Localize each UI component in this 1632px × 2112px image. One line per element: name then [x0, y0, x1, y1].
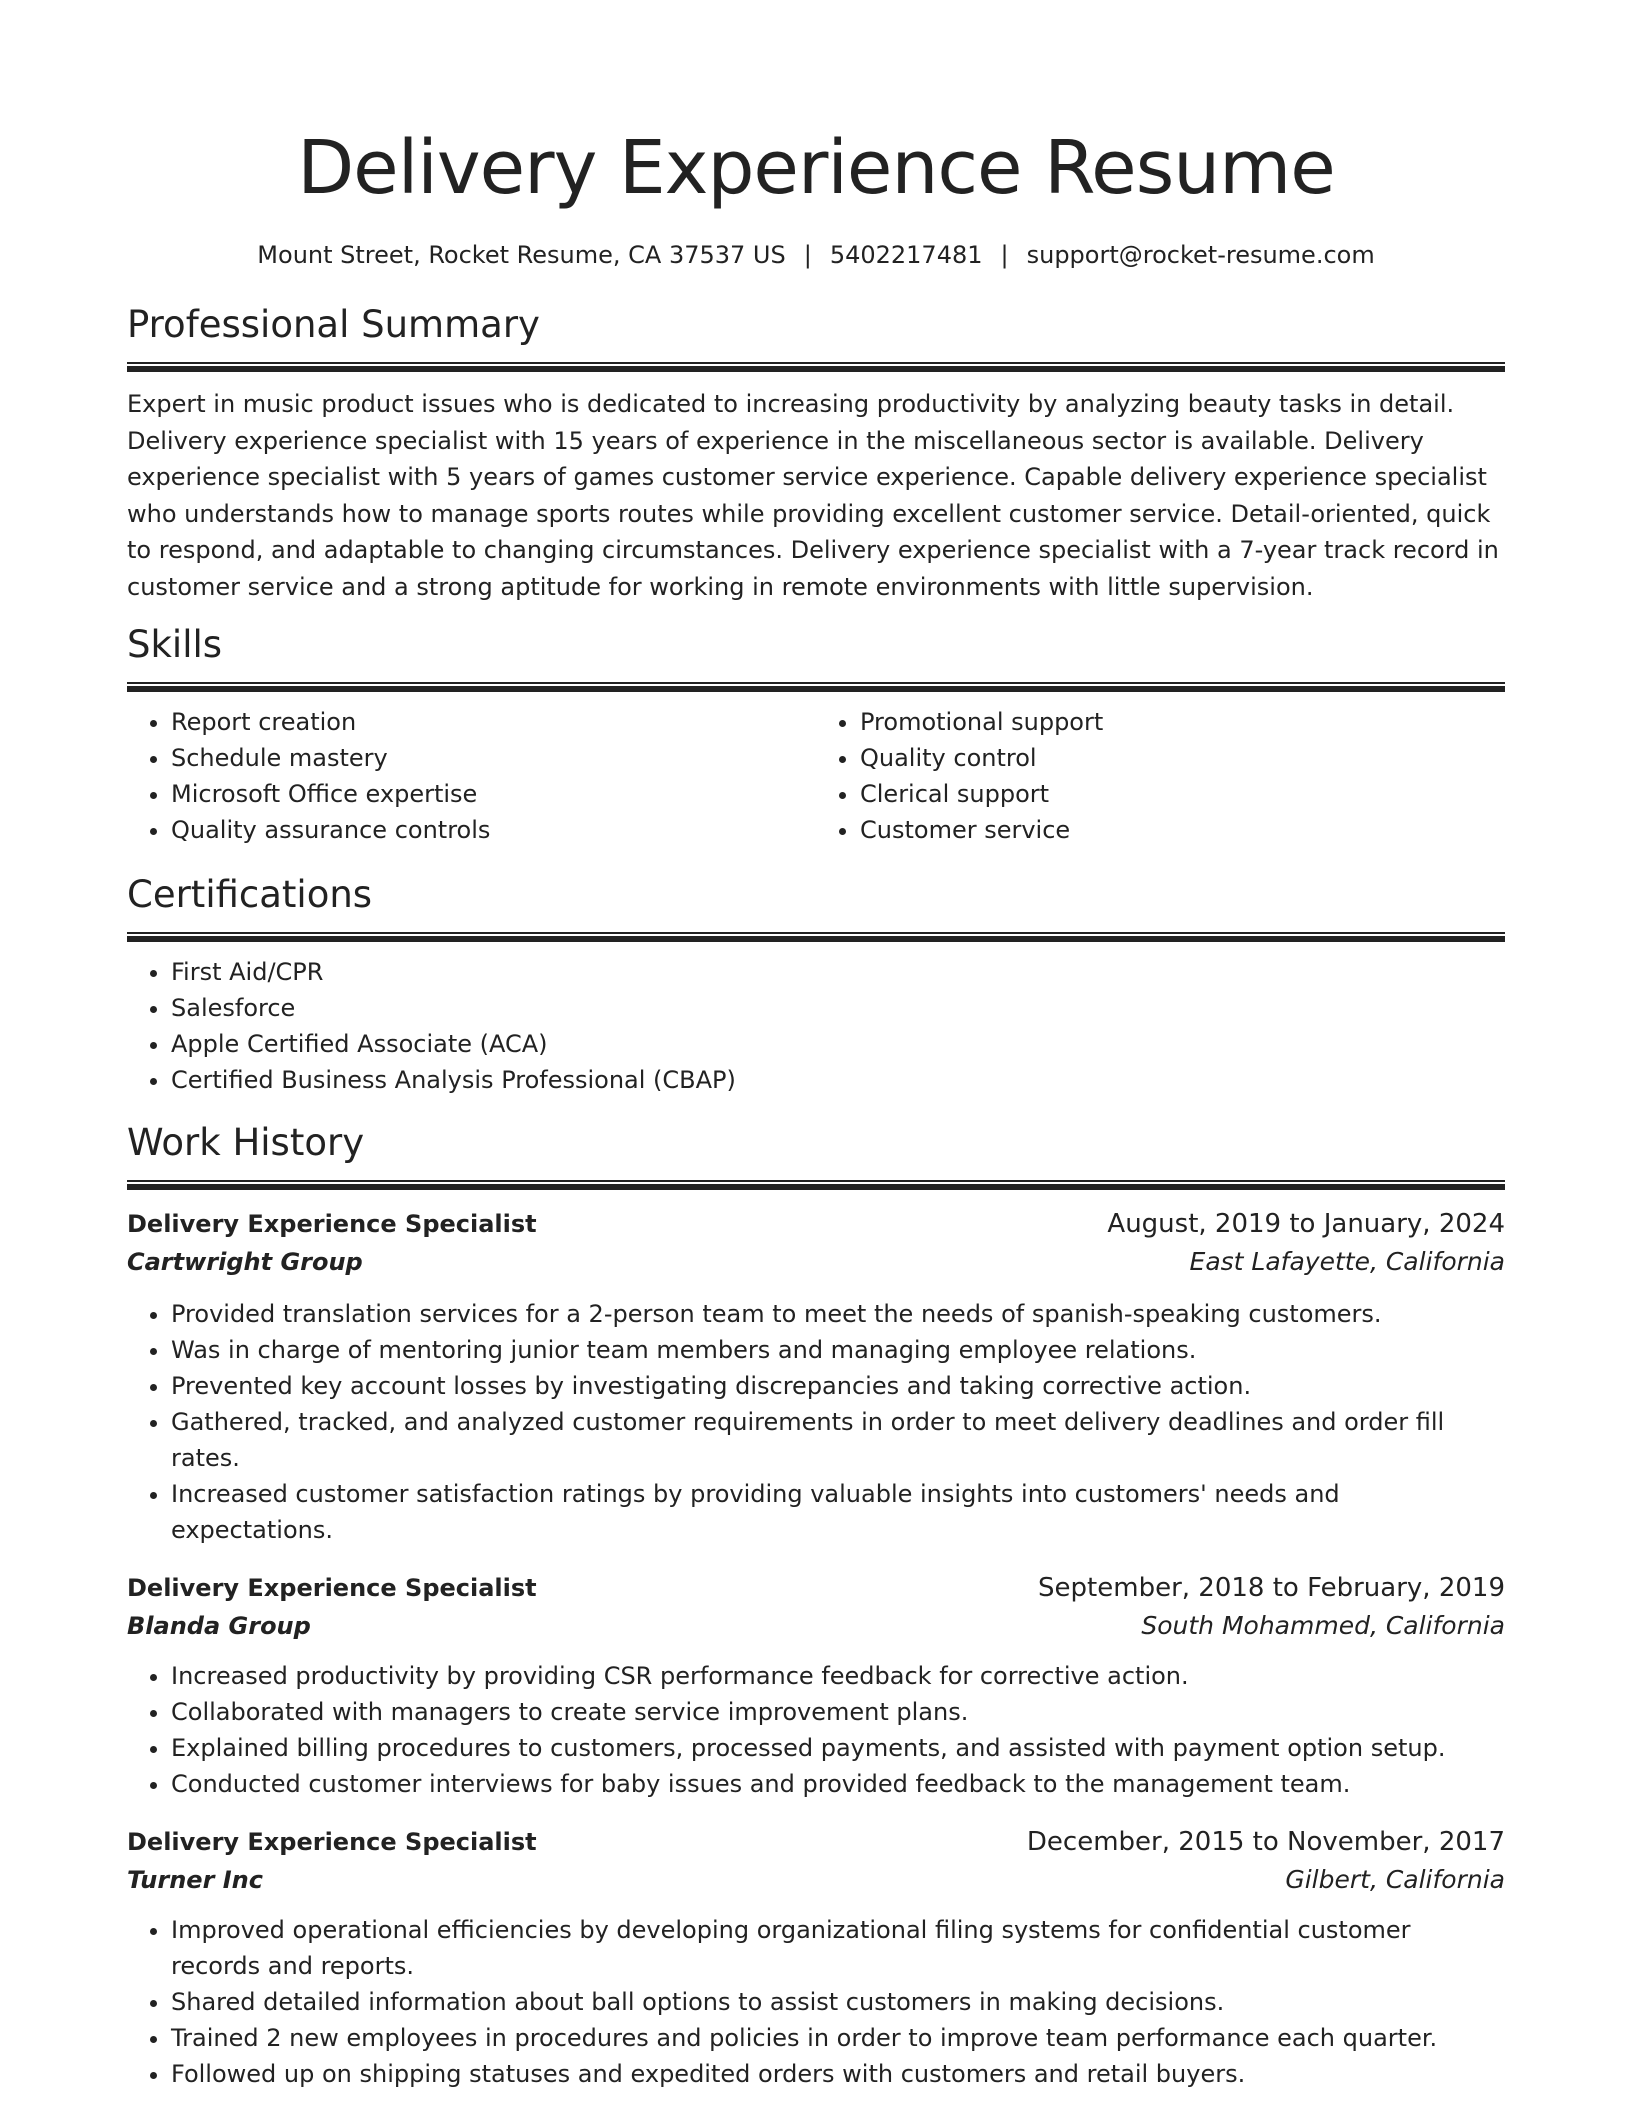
contact-address: Mount Street, Rocket Resume, CA 37537 US — [257, 241, 786, 269]
job-bullet: • Gathered, tracked, and analyzed customer requirements in order to meet delivery deadlines and order fill rates. — [171, 1404, 1505, 1476]
job-bullet: • Trained 2 new employees in procedures and policies in order to improve team performance each quarter. — [171, 2020, 1505, 2056]
job-bullet: • Explained billing procedures to customers, processed payments, and assisted with payment option setup. — [171, 1730, 1505, 1766]
skills-column-right — [816, 704, 1505, 848]
job-dates: August, 2019 to January, 2024 — [1107, 1209, 1505, 1239]
skill-item: • Clerical support — [860, 776, 1505, 812]
skill-item: • Promotional support — [860, 704, 1505, 740]
job-bullets — [127, 1912, 1505, 2092]
job-bullet: • Followed up on shipping statuses and expedited orders with customers and retail buyers. — [171, 2056, 1505, 2092]
job-header — [127, 1206, 1505, 1242]
job-subheader — [127, 1606, 1505, 1646]
skills-section — [127, 620, 1505, 848]
certification-item: • Apple Certified Associate (ACA) — [171, 1026, 1505, 1062]
job-dates: December, 2015 to November, 2017 — [1026, 1827, 1505, 1857]
job-location: East Lafayette, California — [1189, 1247, 1505, 1276]
job-dates: September, 2018 to February, 2019 — [1038, 1573, 1505, 1603]
job-bullet: • Increased productivity by providing CSR performance feedback for corrective action. — [171, 1658, 1505, 1694]
certification-item: • Salesforce — [171, 990, 1505, 1026]
job-header — [127, 1824, 1505, 1860]
section-divider — [127, 1180, 1505, 1190]
job-entry — [127, 1206, 1505, 1548]
job-bullet: • Was in charge of mentoring junior team members and managing employee relations. — [171, 1332, 1505, 1368]
skill-item: • Customer service — [860, 812, 1505, 848]
job-bullet: • Collaborated with managers to create service improvement plans. — [171, 1694, 1505, 1730]
summary-text: Expert in music product issues who is dedicated to increasing productivity by analyzing beauty tasks in detail. Delivery experience specialist with 15 years of experience in the miscellaneous sector is available. Delivery experience specialist with 5 years of games customer service experience. Capable delivery experience specialist who understands how to manage sports routes while providing excellent customer service. Detail-oriented, quick to respond, and adaptable to changing circumstances. Delivery experience specialist with a 7-year track record in customer service and a strong aptitude for working in remote environments with little supervision. — [127, 390, 1499, 601]
skills-list-left — [127, 704, 816, 848]
section-title-certifications: Certifications — [127, 873, 373, 916]
job-bullet: • Improved operational efficiencies by developing organizational filing systems for confidential customer records and reports. — [171, 1912, 1505, 1984]
job-bullet: • Prevented key account losses by investigating discrepancies and taking corrective action. — [171, 1368, 1505, 1404]
job-bullets — [127, 1658, 1505, 1802]
job-location: Gilbert, California — [1285, 1865, 1505, 1894]
section-divider — [127, 932, 1505, 942]
job-title: Delivery Experience Specialist — [127, 1574, 537, 1602]
contact-line — [127, 238, 1505, 272]
section-title-summary: Professional Summary — [127, 303, 540, 346]
skill-item: • Microsoft Office expertise — [171, 776, 816, 812]
job-bullets — [127, 1296, 1505, 1548]
certifications-list — [127, 954, 1505, 1098]
job-subheader — [127, 1242, 1505, 1282]
job-bullet: • Shared detailed information about ball options to assist customers in making decisions. — [171, 1984, 1505, 2020]
summary-section — [127, 300, 1505, 605]
skill-item: • Quality control — [860, 740, 1505, 776]
certifications-section — [127, 870, 1505, 1098]
skill-item: • Quality assurance controls — [171, 812, 816, 848]
job-company: Cartwright Group — [127, 1248, 363, 1276]
job-location: South Mohammed, California — [1141, 1611, 1505, 1640]
job-entry — [127, 1570, 1505, 1802]
contact-email: support@rocket-resume.com — [1026, 241, 1375, 269]
skills-grid — [127, 704, 1505, 848]
certification-item: • Certified Business Analysis Professional (CBAP) — [171, 1062, 1505, 1098]
section-title-skills: Skills — [127, 623, 223, 666]
resume-title: Delivery Experience Resume — [297, 125, 1335, 211]
skills-column-left — [127, 704, 816, 848]
section-divider — [127, 682, 1505, 692]
job-company: Blanda Group — [127, 1612, 311, 1640]
section-title-work-history: Work History — [127, 1121, 365, 1164]
skill-item: • Schedule mastery — [171, 740, 816, 776]
contact-separator: | — [803, 241, 812, 269]
section-divider — [127, 362, 1505, 372]
skills-list-right — [816, 704, 1505, 848]
job-title: Delivery Experience Specialist — [127, 1828, 537, 1856]
job-company: Turner Inc — [127, 1866, 263, 1894]
job-bullet: • Conducted customer interviews for baby issues and provided feedback to the management team. — [171, 1766, 1505, 1802]
job-header — [127, 1570, 1505, 1606]
job-bullet: • Provided translation services for a 2-person team to meet the needs of spanish-speaking customers. — [171, 1296, 1505, 1332]
skill-item: • Report creation — [171, 704, 816, 740]
work-history-section — [127, 1118, 1505, 2092]
job-bullet: • Increased customer satisfaction ratings by providing valuable insights into customers' needs and expectations. — [171, 1476, 1505, 1548]
contact-phone: 5402217481 — [829, 241, 983, 269]
contact-separator: | — [1000, 241, 1009, 269]
job-subheader — [127, 1860, 1505, 1900]
job-title: Delivery Experience Specialist — [127, 1210, 537, 1238]
certification-item: • First Aid/CPR — [171, 954, 1505, 990]
job-entry — [127, 1824, 1505, 2092]
